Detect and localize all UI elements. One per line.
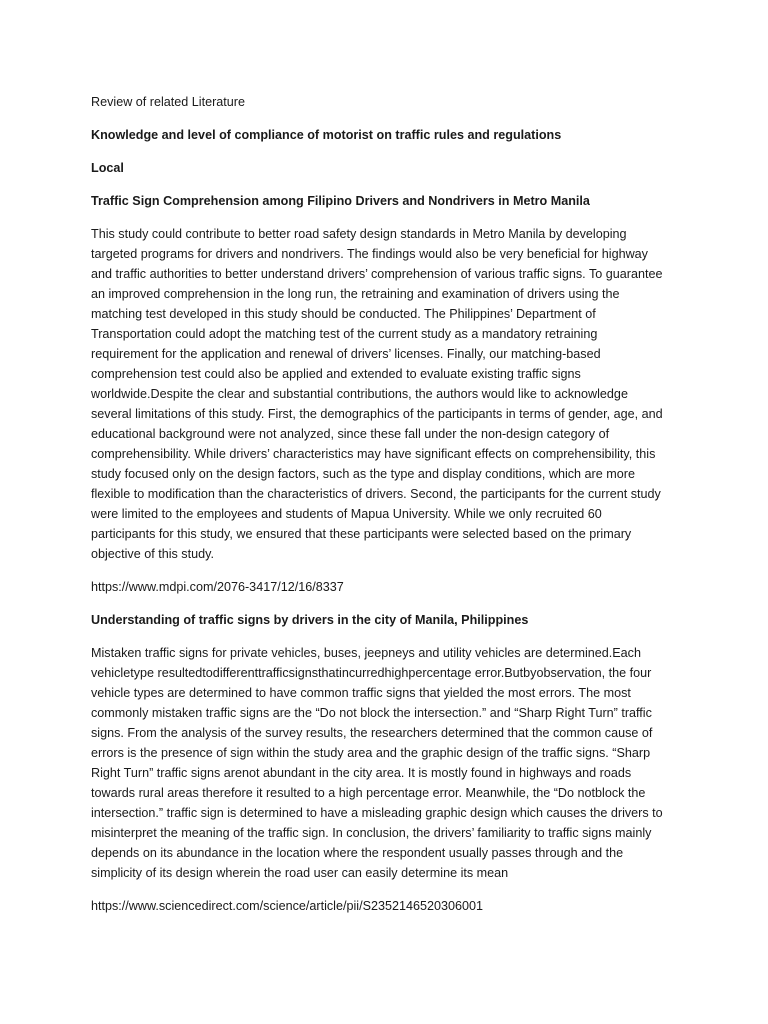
paragraph-line: signs. From the analysis of the survey results, the researchers determined that the common cause of — [91, 726, 653, 740]
paragraph-line: comprehension test could also be applied and extended to evaluate existing traffic signs — [91, 367, 581, 381]
topic-heading: Knowledge and level of compliance of motorist on traffic rules and regulations — [91, 128, 562, 142]
study1-title: Traffic Sign Comprehension among Filipino Drivers and Nondrivers in Metro Manila — [91, 194, 590, 208]
paragraph-line: depends on its abundance in the location where the respondent usually passes through and the — [91, 846, 624, 860]
paragraph-line: commonly mistaken traffic signs are the “Do not block the intersection.” and “Sharp Right Turn” traffic — [91, 706, 652, 720]
paragraph-line: participants for this study, we ensured that these participants were selected based on the primary — [91, 527, 632, 541]
paragraph-line: were limited to the employees and students of Mapua University. While we only recruited 60 — [91, 507, 602, 521]
paragraph-line: This study could contribute to better road safety design standards in Metro Manila by developing — [91, 227, 627, 241]
paragraph-line: targeted programs for drivers and nondrivers. The findings would also be very beneficial for highway — [91, 247, 648, 261]
paragraph-line: simplicity of its design wherein the road user can easily determine its mean — [91, 866, 509, 880]
document-page — [91, 92, 681, 916]
paragraph-line: errors is the presence of sign within the study area and the graphic design of the traffic signs. “Sharp — [91, 746, 651, 760]
section-heading: Local — [91, 161, 124, 175]
paragraph-line: worldwide.Despite the clear and substantial contributions, the authors would like to acknowledge — [91, 387, 628, 401]
paragraph-line: educational background were not analyzed, since these fall under the non-design category of — [91, 427, 610, 441]
paragraph-line: vehicle types are determined to have common traffic signs that yielded the most errors. The most — [91, 686, 631, 700]
paragraph-line: objective of this study. — [91, 547, 214, 561]
paragraph-line: towards rural areas therefore it resulted to a high percentage error. Meanwhile, the “Do notblock the — [91, 786, 646, 800]
paragraph-line: study focused only on the design factors, such as the type and display conditions, which are more — [91, 467, 635, 481]
study1-link[interactable]: https://www.mdpi.com/2076-3417/12/16/8337 — [91, 580, 344, 594]
document-heading: Review of related Literature — [91, 95, 246, 109]
paragraph-line: several limitations of this study. First, the demographics of the participants in terms of gender, age, and — [91, 407, 663, 421]
paragraph-line: intersection.” traffic sign is determined to have a misleading graphic design which causes the drivers to — [91, 806, 663, 820]
study1-paragraph — [91, 224, 681, 564]
paragraph-line: comprehensibility. While drivers’ characteristics may have significant effects on comprehensibility, this — [91, 447, 656, 461]
study2-paragraph — [91, 643, 681, 883]
paragraph-line: and traffic authorities to better understand drivers’ comprehension of various traffic signs. To guarantee — [91, 267, 663, 281]
paragraph-line: flexible to modification than the characteristics of drivers. Second, the participants for the current study — [91, 487, 661, 501]
study2-title: Understanding of traffic signs by drivers in the city of Manila, Philippines — [91, 613, 529, 627]
paragraph-line: Right Turn” traffic signs arenot abundant in the city area. It is mostly found in highways and roads — [91, 766, 632, 780]
paragraph-line: matching test developed in this study should be conducted. The Philippines’ Department of — [91, 307, 596, 321]
paragraph-line: an improved comprehension in the long run, the retraining and examination of drivers using the — [91, 287, 620, 301]
paragraph-line: Mistaken traffic signs for private vehicles, buses, jeepneys and utility vehicles are determined.Each — [91, 646, 641, 660]
paragraph-line: misinterpret the meaning of the traffic sign. In conclusion, the drivers’ familiarity to traffic signs mainly — [91, 826, 652, 840]
paragraph-line: vehicletype resultedtodifferenttrafficsignsthatincurredhighpercentage error.Butbyobservation, the four — [91, 666, 652, 680]
paragraph-line: requirement for the application and renewal of drivers’ licenses. Finally, our matching-based — [91, 347, 601, 361]
study2-link[interactable]: https://www.sciencedirect.com/science/article/pii/S2352146520306001 — [91, 899, 484, 913]
paragraph-line: Transportation could adopt the matching test of the current study as a mandatory retraining — [91, 327, 598, 341]
